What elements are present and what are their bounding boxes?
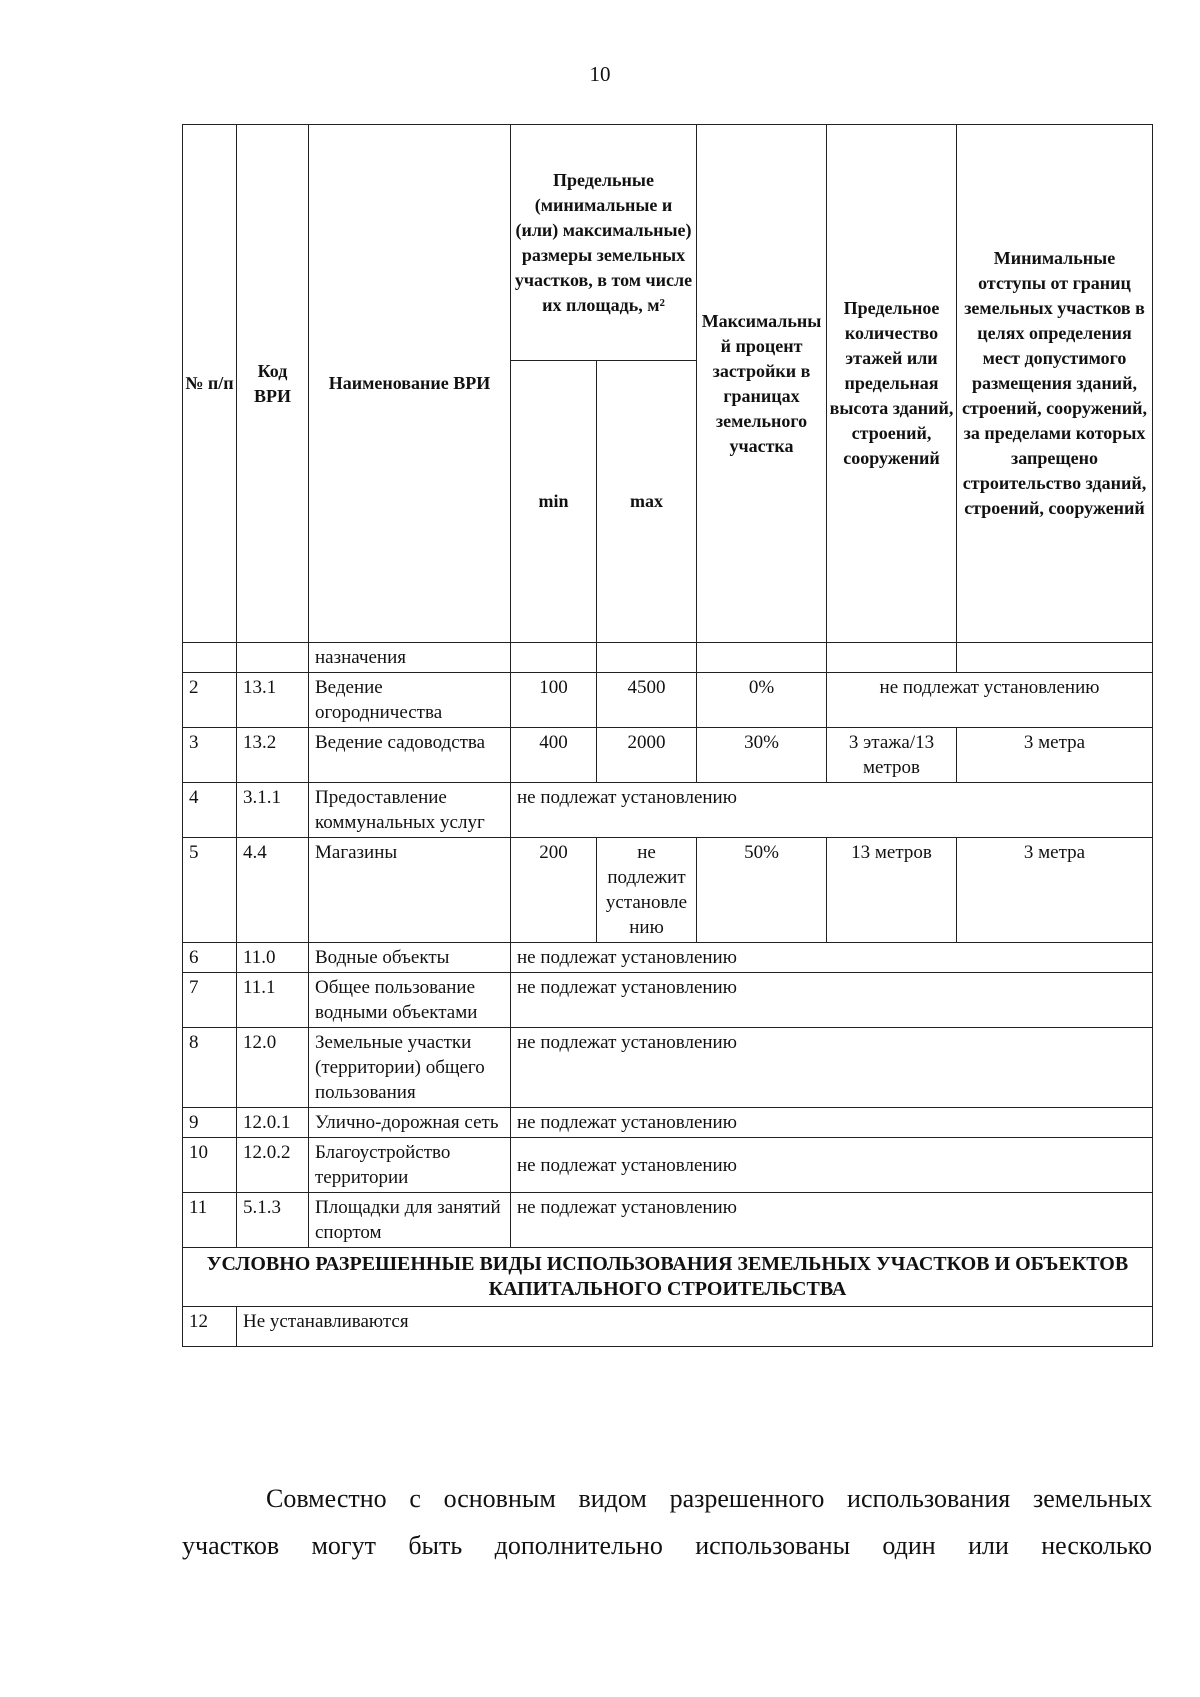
- row-name: Улично-дорожная сеть: [309, 1108, 511, 1138]
- row-name: Земельные участки (территории) общего пользования: [309, 1028, 511, 1108]
- row-code: 12.0: [237, 1028, 309, 1108]
- section-header-row: [183, 1248, 1153, 1307]
- row-num: 5: [183, 838, 237, 943]
- row-all: не подлежат установлению: [511, 1193, 1153, 1248]
- row-rest: не подлежат установлению: [827, 673, 1153, 728]
- header-name: Наименование ВРИ: [309, 125, 511, 643]
- section-title: УСЛОВНО РАЗРЕШЕННЫЕ ВИДЫ ИСПОЛЬЗОВАНИЯ ЗЕМЕЛЬНЫХ УЧАСТКОВ И ОБЪЕКТОВ КАПИТАЛЬНОГО СТРОИТЕЛЬСТВА: [183, 1248, 1153, 1307]
- row-code: 11.1: [237, 973, 309, 1028]
- header-num: № п/п: [183, 125, 237, 643]
- header-code: Код ВРИ: [237, 125, 309, 643]
- row-percent: 30%: [697, 728, 827, 783]
- row-num: 3: [183, 728, 237, 783]
- row-setback: 3 метра: [957, 728, 1153, 783]
- table-row: [183, 1138, 1153, 1193]
- row-code: 5.1.3: [237, 1193, 309, 1248]
- row-code: 3.1.1: [237, 783, 309, 838]
- row-num: 10: [183, 1138, 237, 1193]
- row-min: 100: [511, 673, 597, 728]
- row-all: не подлежат установлению: [511, 1028, 1153, 1108]
- table-row: [183, 838, 1153, 943]
- table-row: [183, 1307, 1153, 1347]
- table-row: [183, 643, 1153, 673]
- table-row: [183, 783, 1153, 838]
- row-name: Ведение огородничества: [309, 673, 511, 728]
- table-row: [183, 1108, 1153, 1138]
- row-name: Предоставление коммунальных услуг: [309, 783, 511, 838]
- header-min: min: [511, 361, 597, 643]
- row-min: 400: [511, 728, 597, 783]
- row-name: Площадки для занятий спортом: [309, 1193, 511, 1248]
- row-num: 2: [183, 673, 237, 728]
- row-floors: 3 этажа/13 метров: [827, 728, 957, 783]
- row-num: 12: [183, 1307, 237, 1347]
- row-all: не подлежат установлению: [511, 1138, 1153, 1193]
- row-all: не подлежат установлению: [511, 943, 1153, 973]
- row-name: Магазины: [309, 838, 511, 943]
- row-max: 4500: [597, 673, 697, 728]
- row-floors: 13 метров: [827, 838, 957, 943]
- table-row: [183, 1028, 1153, 1108]
- table-row: [183, 673, 1153, 728]
- row-code: 13.2: [237, 728, 309, 783]
- paragraph-line-1: Совместно с основным видом разрешенного использования земельных: [266, 1484, 1152, 1513]
- row-num: 11: [183, 1193, 237, 1248]
- row-percent: 0%: [697, 673, 827, 728]
- header-floors: Предельное количество этажей или предельная высота зданий, строений, сооружений: [827, 125, 957, 643]
- row-max: не подлежит установлению: [597, 838, 697, 943]
- table-row: [183, 943, 1153, 973]
- row-num: 6: [183, 943, 237, 973]
- row-name: Общее пользование водными объектами: [309, 973, 511, 1028]
- row-setback: 3 метра: [957, 838, 1153, 943]
- row-max: 2000: [597, 728, 697, 783]
- row-code: 12.0.2: [237, 1138, 309, 1193]
- row-text: Не устанавливаются: [237, 1307, 1153, 1347]
- row-code: 13.1: [237, 673, 309, 728]
- row-all: не подлежат установлению: [511, 1108, 1153, 1138]
- paragraph-line-2: участков могут быть дополнительно использованы один или несколько: [182, 1531, 1152, 1560]
- row-name: Водные объекты: [309, 943, 511, 973]
- row-code: 4.4: [237, 838, 309, 943]
- header-percent: Максимальный процент застройки в границах земельного участка: [697, 125, 827, 643]
- table-row: [183, 973, 1153, 1028]
- page-number: 10: [589, 62, 611, 86]
- row-code: 11.0: [237, 943, 309, 973]
- row-num: 7: [183, 973, 237, 1028]
- row-num: 8: [183, 1028, 237, 1108]
- row-name: Благоустройство территории: [309, 1138, 511, 1193]
- row-num: 9: [183, 1108, 237, 1138]
- row-name: Ведение садоводства: [309, 728, 511, 783]
- header-setback: Минимальные отступы от границ земельных участков в целях определения мест допустимого размещения зданий, строений, сооружений, за пределами которых запрещено строительство зданий, строений, сооружений: [957, 125, 1153, 643]
- table-row: [183, 1193, 1153, 1248]
- row-min: 200: [511, 838, 597, 943]
- continuation-text: назначения: [309, 643, 511, 673]
- land-use-table: [182, 124, 1153, 1347]
- header-sizes: Предельные (минимальные и (или) максимальные) размеры земельных участков, в том числе их площадь, м²: [511, 125, 697, 361]
- row-num: 4: [183, 783, 237, 838]
- table-row: [183, 728, 1153, 783]
- row-all: не подлежат установлению: [511, 783, 1153, 838]
- header-max: max: [597, 361, 697, 643]
- row-percent: 50%: [697, 838, 827, 943]
- row-code: 12.0.1: [237, 1108, 309, 1138]
- row-all: не подлежат установлению: [511, 973, 1153, 1028]
